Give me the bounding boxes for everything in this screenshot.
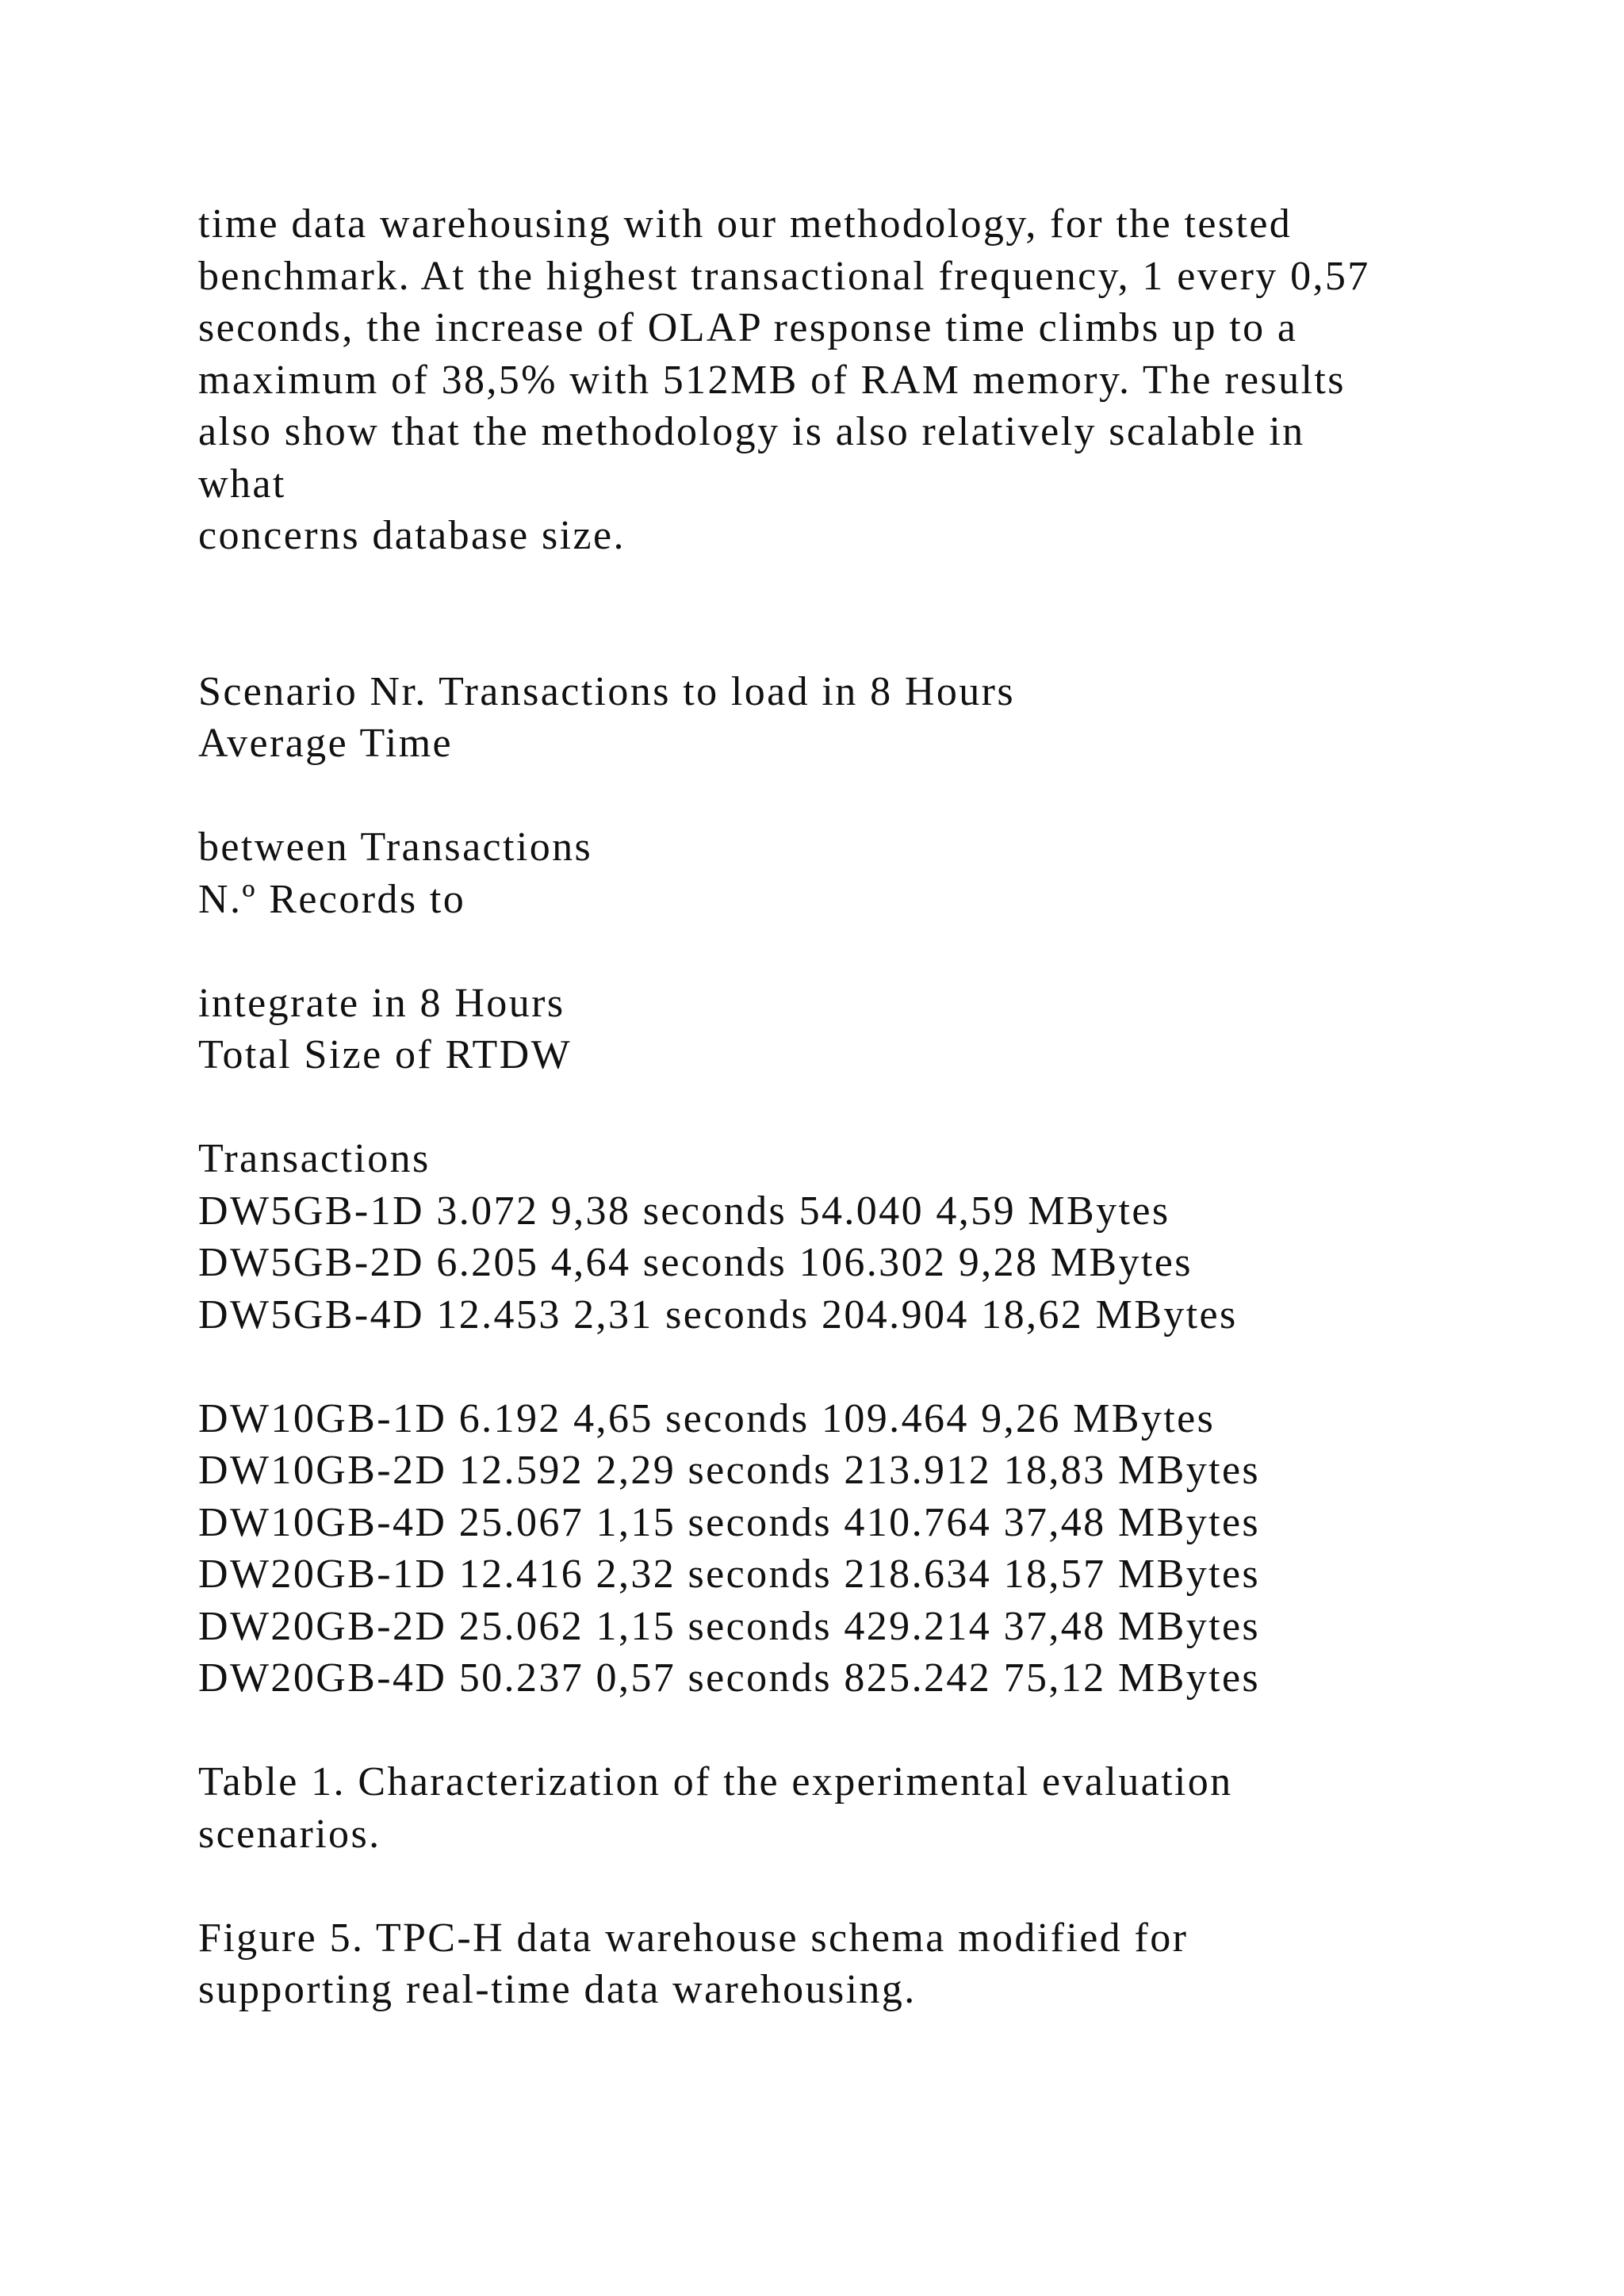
- paragraph-line: what: [198, 461, 286, 507]
- table-caption: [198, 1756, 1546, 1860]
- table-row: DW5GB-4D 12.453 2,31 seconds 204.904 18,62 MBytes: [198, 1292, 1238, 1337]
- table-header-line: Total Size of RTDW: [198, 1032, 573, 1077]
- table-row: DW20GB-4D 50.237 0,57 seconds 825.242 75,12 MBytes: [198, 1655, 1261, 1701]
- spacer: [198, 1860, 1546, 1912]
- table-row: DW20GB-2D 25.062 1,15 seconds 429.214 37,48 MBytes: [198, 1603, 1261, 1649]
- table-row: DW10GB-1D 6.192 4,65 seconds 109.464 9,26 MBytes: [198, 1395, 1216, 1441]
- table-header-line: [198, 1081, 1546, 1134]
- spacer: [198, 614, 1546, 666]
- body-paragraph: [198, 198, 1546, 562]
- spacer: [198, 562, 1546, 614]
- table-row: DW5GB-2D 6.205 4,64 seconds 106.302 9,28 MBytes: [198, 1240, 1193, 1285]
- paragraph-line: seconds, the increase of OLAP response time climbs up to a: [198, 305, 1298, 350]
- table-header-line: Average Time: [198, 721, 454, 766]
- table-header-line: between Transactions: [198, 825, 593, 870]
- paragraph-line: also show that the methodology is also relatively scalable in: [198, 409, 1305, 454]
- table-header-line: N.º Records to: [198, 876, 466, 922]
- table-header-line: Transactions: [198, 1136, 431, 1181]
- table-header-line: integrate in 8 Hours: [198, 980, 565, 1026]
- caption-line: supporting real-time data warehousing.: [198, 1967, 917, 2012]
- figure-caption: [198, 1912, 1546, 2016]
- table-header-line: Scenario Nr. Transactions to load in 8 Hours: [198, 668, 1015, 714]
- paragraph-line: concerns database size.: [198, 513, 626, 558]
- table-header: [198, 666, 1546, 1185]
- spacer: [198, 1705, 1546, 1757]
- caption-line: Table 1. Characterization of the experimental evaluation: [198, 1759, 1233, 1804]
- paragraph-line: maximum of 38,5% with 512MB of RAM memory. The results: [198, 357, 1346, 403]
- table-header-line: [198, 925, 1546, 978]
- table-row: DW20GB-1D 12.416 2,32 seconds 218.634 18,57 MBytes: [198, 1552, 1261, 1597]
- caption-line: scenarios.: [198, 1811, 381, 1857]
- table-rows-group-2: [198, 1393, 1546, 1705]
- table-header-line: [198, 770, 1546, 822]
- table-row: DW5GB-1D 3.072 9,38 seconds 54.040 4,59 MBytes: [198, 1188, 1170, 1234]
- caption-line: Figure 5. TPC-H data warehouse schema modified for: [198, 1915, 1189, 1961]
- table-row: DW10GB-4D 25.067 1,15 seconds 410.764 37,48 MBytes: [198, 1499, 1261, 1545]
- paragraph-line: time data warehousing with our methodology, for the tested: [198, 201, 1293, 247]
- document-text: [198, 198, 1546, 2016]
- table-row: DW10GB-2D 12.592 2,29 seconds 213.912 18,83 MBytes: [198, 1448, 1261, 1493]
- table-rows-group-1: [198, 1185, 1546, 1341]
- spacer: [198, 1341, 1546, 1393]
- paragraph-line: benchmark. At the highest transactional frequency, 1 every 0,57: [198, 253, 1370, 299]
